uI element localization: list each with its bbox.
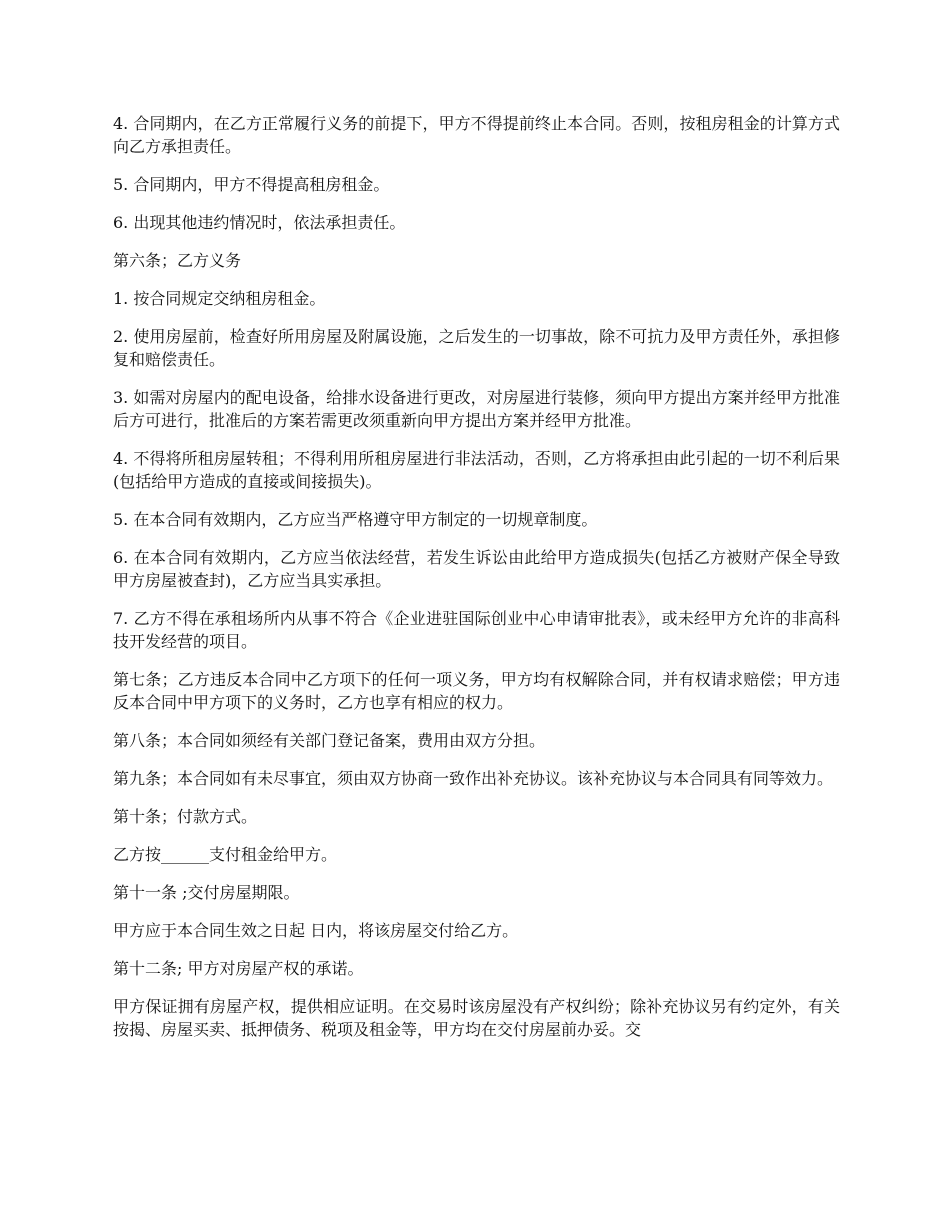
article-heading: 第十一条 ;交付房屋期限。 bbox=[113, 883, 300, 902]
clause-paragraph: 甲方应于本合同生效之日起 日内，将该房屋交付给乙方。 bbox=[113, 921, 519, 940]
clause-paragraph: 5. 合同期内，甲方不得提高租房租金。 bbox=[113, 175, 390, 194]
clause-paragraph: 6. 在本合同有效期内，乙方应当依法经营，若发生诉讼由此给甲方造成损失(包括乙方被财产保全导致甲方房屋被查封)，乙方应当具实承担。 bbox=[113, 548, 840, 590]
clause-paragraph: 2. 使用房屋前，检查好所用房屋及附属设施，之后发生的一切事故，除不可抗力及甲方责任外，承担修复和赔偿责任。 bbox=[113, 327, 840, 369]
article-heading: 第十条；付款方式。 bbox=[113, 807, 258, 826]
clause-paragraph: 1. 按合同规定交纳租房租金。 bbox=[113, 289, 326, 308]
clause-paragraph: 3. 如需对房屋内的配电设备，给排水设备进行更改，对房屋进行装修，须向甲方提出方案并经甲方批准后方可进行，批准后的方案若需更改须重新向甲方提出方案并经甲方批准。 bbox=[113, 388, 840, 430]
article-paragraph: 第九条；本合同如有未尽事宜，须由双方协商一致作出补充协议。该补充协议与本合同具有同等效力。 bbox=[113, 769, 834, 788]
document-page bbox=[113, 112, 840, 1056]
clause-paragraph: 甲方保证拥有房屋产权，提供相应证明。在交易时该房屋没有产权纠纷；除补充协议另有约定外，有关按揭、房屋买卖、抵押债务、税项及租金等，甲方均在交付房屋前办妥。交 bbox=[113, 997, 840, 1039]
clause-paragraph: 乙方按______支付租金给甲方。 bbox=[113, 845, 338, 864]
clause-paragraph: 6. 出现其他违约情况时，依法承担责任。 bbox=[113, 213, 406, 232]
article-heading: 第六条；乙方义务 bbox=[113, 251, 242, 270]
clause-paragraph: 5. 在本合同有效期内，乙方应当严格遵守甲方制定的一切规章制度。 bbox=[113, 510, 598, 529]
clause-paragraph: 4. 合同期内，在乙方正常履行义务的前提下，甲方不得提前终止本合同。否则，按租房租金的计算方式向乙方承担责任。 bbox=[113, 114, 840, 156]
article-paragraph: 第七条；乙方违反本合同中乙方项下的任何一项义务，甲方均有权解除合同，并有权请求赔偿；甲方违反本合同中甲方项下的义务时，乙方也享有相应的权力。 bbox=[113, 670, 840, 712]
clause-paragraph: 4. 不得将所租房屋转租；不得利用所租房屋进行非法活动，否则，乙方将承担由此引起的一切不利后果(包括给甲方造成的直接或间接损失)。 bbox=[113, 449, 840, 491]
article-heading: 第十二条; 甲方对房屋产权的承诺。 bbox=[113, 959, 364, 978]
article-paragraph: 第八条；本合同如须经有关部门登记备案，费用由双方分担。 bbox=[113, 731, 546, 750]
clause-paragraph: 7. 乙方不得在承租场所内从事不符合《企业进驻国际创业中心申请审批表》，或未经甲方允许的非高科技开发经营的项目。 bbox=[113, 609, 840, 651]
